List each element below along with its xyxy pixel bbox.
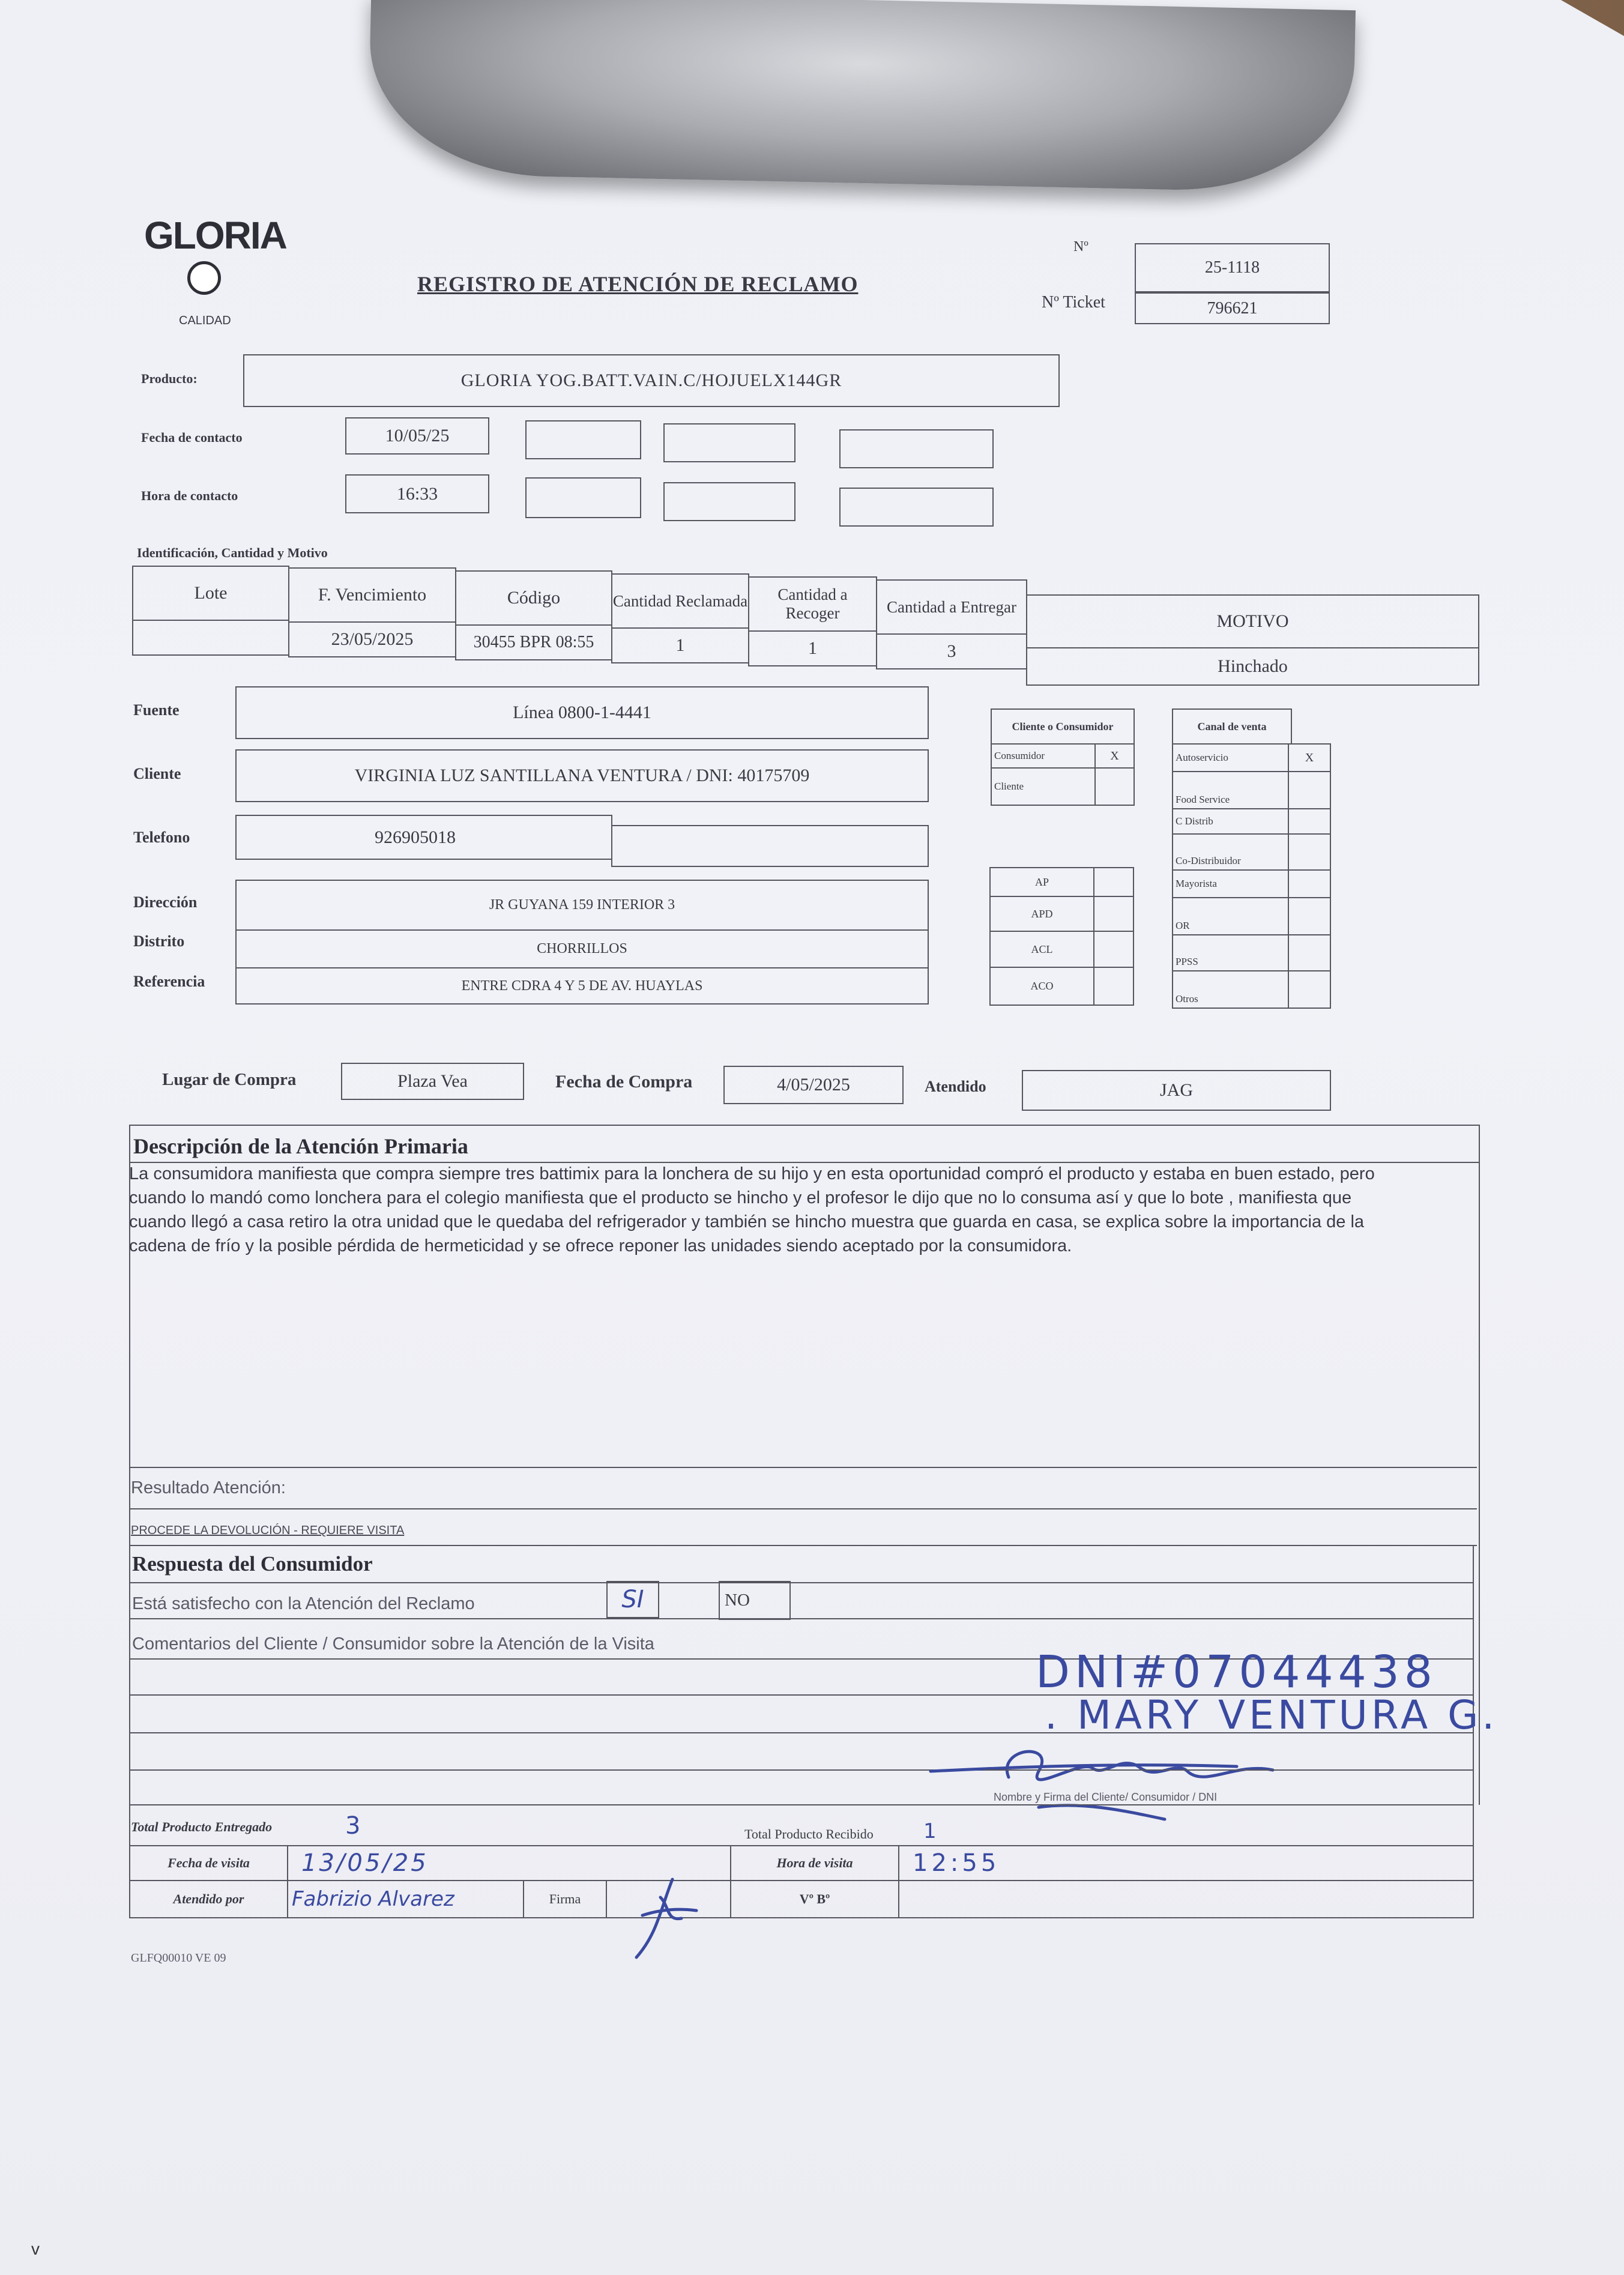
resultado-rule-top — [129, 1467, 1477, 1468]
hora-contacto-label: Hora de contacto — [141, 488, 238, 503]
vb-field — [898, 1880, 1474, 1918]
respuesta-title: Respuesta del Consumidor — [132, 1552, 373, 1576]
cc-mark-cliente — [1094, 767, 1135, 806]
code-aco-text: ACO — [1030, 980, 1054, 992]
cliente-value: VIRGINIA LUZ SANTILLANA VENTURA / DNI: 40175709 — [354, 766, 810, 785]
th-cant-reclamada — [611, 573, 749, 629]
agent-signature — [624, 1873, 702, 1963]
td-cant-reclamada — [611, 627, 749, 663]
respuesta-rule-1 — [129, 1582, 1474, 1583]
cliente-field — [235, 749, 929, 802]
cv-label-1: Food Service — [1176, 794, 1230, 805]
cv-mark-2 — [1288, 808, 1331, 835]
cc-cliente-label: Cliente — [994, 781, 1024, 792]
resultado-rule-mid — [129, 1508, 1477, 1509]
cc-row-consumidor — [991, 743, 1096, 769]
cv-label-6: PPSS — [1176, 956, 1198, 967]
ticket-label: Nº Ticket — [1042, 293, 1105, 312]
direccion-field — [235, 880, 929, 931]
descripcion-title: Descripción de la Atención Primaria — [133, 1134, 468, 1158]
th-lote-text: Lote — [194, 583, 228, 603]
th-motivo — [1026, 594, 1479, 648]
telefono-value: 926905018 — [375, 827, 456, 847]
cv-label-4: Mayorista — [1176, 878, 1217, 889]
th-lote — [132, 566, 289, 621]
td-vencimiento — [288, 621, 456, 657]
firma-label-cell — [523, 1880, 607, 1918]
cliente-label: Cliente — [133, 765, 181, 782]
cc-mark-consumidor — [1094, 743, 1135, 769]
firma-label: Firma — [549, 1891, 581, 1906]
cv-mark-6 — [1288, 934, 1331, 971]
td-cant-reclamada-text: 1 — [675, 635, 685, 655]
td-motivo-text: Hinchado — [1218, 656, 1288, 676]
td-cant-recoger — [748, 630, 877, 666]
fecha-visita-label-cell — [129, 1845, 288, 1881]
ticket-value: 796621 — [1207, 298, 1258, 318]
descripcion-line-3: cuando llegó a casa retiro la otra unidad que le quedaba del refrigerador y también se hincho muestra que guarda en casa, se explica sobre la importancia de la — [129, 1212, 1365, 1231]
distrito-label: Distrito — [133, 932, 185, 950]
total-entregado-label: Total Producto Entregado — [131, 1819, 273, 1834]
cv-label-5: OR — [1176, 920, 1190, 931]
footer-code: GLFQ00010 VE 09 — [131, 1951, 226, 1965]
producto-label: Producto: — [141, 371, 198, 386]
td-cant-entregar — [876, 633, 1027, 669]
numero-label: Nº — [1073, 239, 1088, 255]
code-aco-mark — [1093, 967, 1134, 1006]
fecha-contacto-box-4 — [839, 429, 994, 468]
cv-row-3 — [1172, 833, 1289, 871]
cv-row-1 — [1172, 771, 1289, 809]
no-label: NO — [725, 1591, 750, 1610]
fecha-compra-label: Fecha de Compra — [555, 1072, 693, 1092]
code-acl — [989, 931, 1094, 968]
code-acl-mark — [1093, 931, 1134, 968]
lugar-compra-value: Plaza Vea — [397, 1071, 468, 1091]
comentarios-label: Comentarios del Cliente / Consumidor sobre la Atención de la Visita — [132, 1634, 654, 1654]
lugar-compra-field — [341, 1063, 524, 1100]
cv-label-3: Co-Distribuidor — [1176, 855, 1241, 866]
handwritten-dni: DNI#07044438 — [1036, 1646, 1437, 1698]
cv-label-2: C Distrib — [1176, 815, 1213, 827]
td-cant-entregar-text: 3 — [947, 641, 956, 661]
cv-row-5 — [1172, 897, 1289, 935]
cv-label-0: Autoservicio — [1176, 752, 1228, 763]
cv-mark-0 — [1288, 743, 1331, 772]
total-recibido-label: Total Producto Recibido — [744, 1826, 874, 1841]
clipboard-clip — [367, 0, 1356, 193]
satisfecho-label: Está satisfecho con la Atención del Reclamo — [132, 1594, 475, 1613]
code-apd-mark — [1093, 896, 1134, 932]
no-checkbox[interactable] — [719, 1581, 791, 1620]
code-acl-text: ACL — [1031, 943, 1053, 955]
si-checkbox[interactable] — [606, 1581, 659, 1618]
cv-mark-4 — [1288, 869, 1331, 898]
corner-mark: v — [31, 2240, 40, 2258]
th-codigo-text: Código — [507, 588, 561, 608]
td-lote — [132, 620, 289, 656]
respuesta-rule-2 — [129, 1618, 1474, 1619]
cv-label-7: Otros — [1176, 993, 1198, 1005]
fecha-contacto-field — [345, 417, 489, 455]
signature-line — [985, 1769, 1285, 1771]
atendido-por-label-cell — [129, 1880, 288, 1918]
hora-visita-value: 12:55 — [913, 1849, 1000, 1877]
code-aco — [989, 967, 1094, 1006]
fecha-contacto-label: Fecha de contacto — [141, 430, 243, 445]
hora-visita-label-cell — [730, 1845, 899, 1881]
lugar-compra-label: Lugar de Compra — [162, 1070, 297, 1089]
atendido-label: Atendido — [925, 1078, 986, 1095]
cv-title — [1172, 708, 1292, 745]
td-codigo — [455, 624, 612, 660]
cv-row-0 — [1172, 743, 1289, 772]
code-ap-mark — [1093, 867, 1134, 897]
td-cant-recoger-text: 1 — [808, 638, 817, 658]
atendido-field — [1022, 1070, 1331, 1111]
cv-row-6 — [1172, 934, 1289, 971]
cc-title — [991, 708, 1135, 745]
resultado-value: PROCEDE LA DEVOLUCIÓN - REQUIERE VISITA — [131, 1524, 405, 1537]
telefono-field — [235, 815, 612, 860]
cv-title-text: Canal de venta — [1197, 720, 1267, 733]
cv-mark-5 — [1288, 897, 1331, 935]
cv-mark-3 — [1288, 833, 1331, 871]
cc-row-cliente — [991, 767, 1096, 806]
td-codigo-text: 30455 BPR 08:55 — [473, 633, 594, 651]
code-apd-text: APD — [1031, 907, 1053, 920]
logo-sub: CALIDAD — [179, 314, 231, 327]
fecha-contacto-box-2 — [525, 420, 641, 459]
fuente-value: Línea 0800-1-4441 — [513, 702, 651, 722]
hora-contacto-value: 16:33 — [396, 483, 438, 504]
cc-consumidor-label: Consumidor — [994, 750, 1045, 761]
fecha-contacto-box-3 — [663, 423, 795, 462]
th-motivo-text: MOTIVO — [1216, 611, 1289, 631]
td-vencimiento-text: 23/05/2025 — [331, 629, 414, 649]
fecha-visita-label: Fecha de visita — [168, 1855, 250, 1870]
fuente-label: Fuente — [133, 701, 180, 719]
code-ap — [989, 867, 1094, 897]
td-motivo — [1026, 647, 1479, 686]
fecha-visita-value: 13/05/25 — [301, 1849, 429, 1877]
total-entregado-value: 3 — [345, 1812, 361, 1840]
total-recibido-value: 1 — [923, 1819, 937, 1843]
ticket-field — [1135, 292, 1330, 324]
gloria-logo — [144, 213, 288, 339]
th-vencimiento-text: F. Vencimiento — [318, 585, 427, 605]
cv-mark-0-text: X — [1305, 751, 1314, 764]
cc-consumidor-mark: X — [1110, 749, 1119, 763]
logo-text: GLORIA — [144, 214, 286, 257]
referencia-value: ENTRE CDRA 4 Y 5 DE AV. HUAYLAS — [461, 977, 703, 994]
atendido-por-label: Atendido por — [173, 1891, 244, 1906]
th-cant-entregar-text: Cantidad a Entregar — [887, 597, 1016, 616]
th-cant-entregar — [876, 579, 1027, 635]
firma-cliente-label: Nombre y Firma del Cliente/ Consumidor / DNI — [994, 1791, 1218, 1803]
code-ap-text: AP — [1034, 875, 1049, 888]
telefono-field-2 — [611, 825, 929, 867]
cv-row-7 — [1172, 970, 1289, 1009]
code-apd — [989, 896, 1094, 932]
vb-label: Vº Bº — [799, 1891, 830, 1906]
th-cant-recoger-text: Cantidad a Recoger — [777, 585, 848, 622]
form-title: REGISTRO DE ATENCIÓN DE RECLAMO — [417, 272, 859, 296]
th-codigo — [455, 570, 612, 626]
direccion-value: JR GUYANA 159 INTERIOR 3 — [489, 897, 675, 913]
cv-row-2 — [1172, 808, 1289, 835]
fecha-compra-value: 4/05/2025 — [777, 1075, 850, 1095]
descripcion-text — [129, 1162, 1480, 1258]
hora-contacto-box-4 — [839, 488, 994, 527]
producto-field — [243, 354, 1060, 407]
producto-value: GLORIA YOG.BATT.VAIN.C/HOJUELX144GR — [460, 370, 842, 390]
fecha-contacto-value: 10/05/25 — [385, 426, 450, 446]
hora-contacto-box-3 — [663, 482, 795, 521]
numero-value: 25-1118 — [1204, 258, 1260, 277]
identificacion-label: Identificación, Cantidad y Motivo — [137, 545, 328, 560]
resultado-label: Resultado Atención: — [131, 1478, 286, 1497]
distrito-value: CHORRILLOS — [537, 941, 627, 956]
hora-contacto-box-2 — [525, 477, 641, 518]
cv-row-4 — [1172, 869, 1289, 898]
fecha-compra-field — [723, 1066, 904, 1104]
vb-label-cell — [730, 1880, 899, 1918]
th-cant-recoger — [748, 576, 877, 632]
referencia-label: Referencia — [133, 973, 205, 990]
descripcion-line-2: cuando lo mandó como lonchera para el colegio manifiesta que el producto se hincho y el profesor le dijo que no lo consuma así y que lo bote , manifiesta que — [129, 1188, 1352, 1207]
direccion-label: Dirección — [133, 893, 198, 911]
th-cant-reclamada-text: Cantidad Reclamada — [612, 591, 748, 610]
fuente-field — [235, 686, 929, 739]
th-vencimiento — [288, 567, 456, 623]
si-mark: SI — [621, 1586, 644, 1613]
descripcion-line-4: cadena de frío y la posible pérdida de hermeticidad y se ofrece reponer las unidades siendo aceptado por la consumidora. — [129, 1236, 1072, 1255]
descripcion-line-1: La consumidora manifiesta que compra siempre tres battimix para la lonchera de su hijo y en esta oportunidad compró el producto y estaba en buen estado, pero — [129, 1164, 1375, 1183]
atendido-value: JAG — [1159, 1080, 1193, 1100]
distrito-field — [235, 929, 929, 968]
numero-field — [1135, 243, 1330, 292]
cv-mark-1 — [1288, 771, 1331, 809]
hora-visita-label: Hora de visita — [776, 1855, 853, 1870]
handwritten-name: . MARY VENTURA G. — [1045, 1692, 1499, 1738]
atendido-por-value: Fabrizio Alvarez — [292, 1887, 454, 1911]
telefono-label: Telefono — [133, 829, 190, 846]
hora-contacto-field — [345, 474, 489, 513]
hora-visita-field — [898, 1845, 1474, 1881]
cv-mark-7 — [1288, 970, 1331, 1009]
cc-title-text: Cliente o Consumidor — [1012, 720, 1114, 733]
referencia-field — [235, 967, 929, 1005]
atendido-por-field — [287, 1880, 524, 1918]
cow-icon — [187, 261, 221, 295]
